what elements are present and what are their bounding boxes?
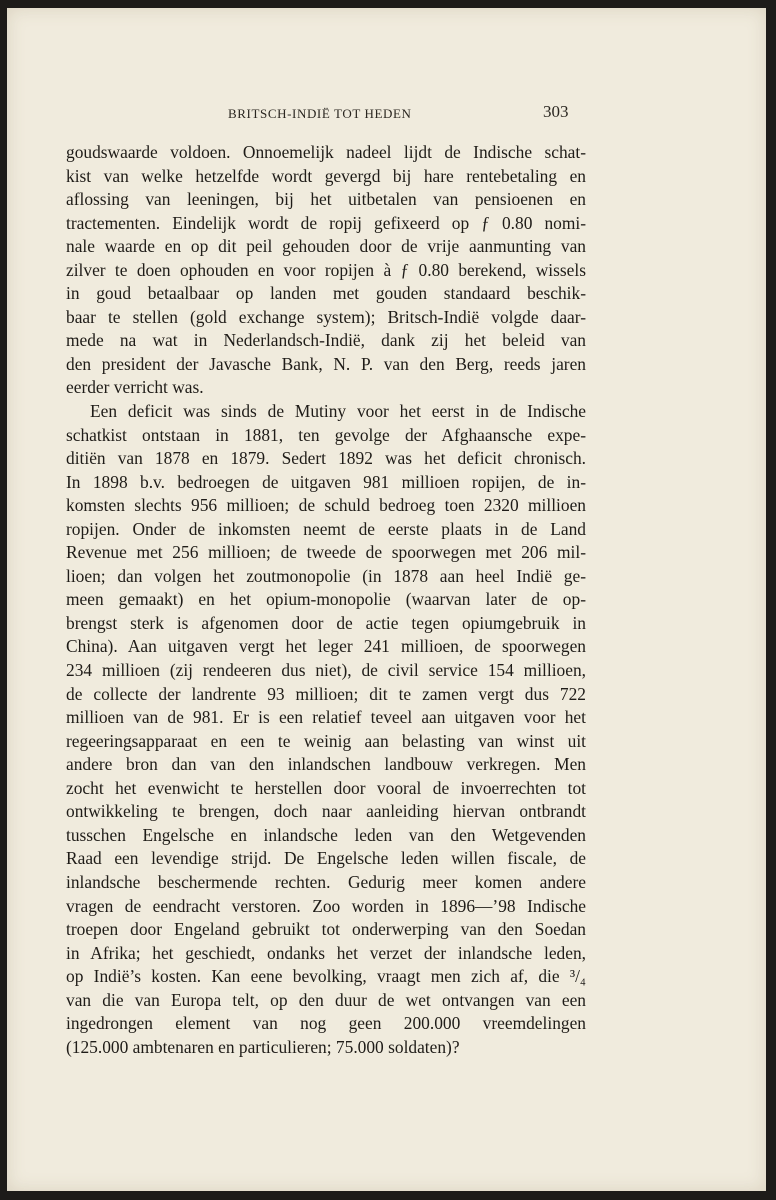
text-line: van die van Europa telt, op den duur de wet ontvangen van een — [66, 989, 586, 1010]
text-line: tractementen. Eindelijk wordt de ropij gefixeerd op ƒ 0.80 nomi- — [66, 212, 586, 233]
text-line: zilver te doen ophouden en voor ropijen à ƒ 0.80 berekend, wissels — [66, 259, 586, 280]
running-head: BRITSCH-INDIË TOT HEDEN — [228, 106, 412, 121]
text-line: brengst sterk is afgenomen door de actie tegen opiumgebruik in — [66, 612, 586, 633]
text-line: In 1898 b.v. bedroegen de uitgaven 981 millioen ropijen, de in- — [66, 471, 586, 492]
text-line: tusschen Engelsche en inlandsche leden van den Wetgevenden — [66, 824, 586, 845]
text-line: kist van welke hetzelfde wordt gevergd bij hare rentebetaling en — [66, 165, 586, 186]
text-line: 234 millioen (zij rendeeren dus niet), de civil service 154 millioen, — [66, 660, 586, 681]
text-line: in Afrika; het geschiedt, ondanks het verzet der inlandsche leden, — [66, 942, 586, 963]
text-line: ingedrongen element van nog geen 200.000 vreemdelingen — [66, 1013, 586, 1034]
text-line: mede na wat in Nederlandsch-Indië, dank zij het beleid van — [66, 330, 586, 351]
text-line: ontwikkeling te brengen, doch naar aanleiding hiervan ontbrandt — [66, 801, 586, 822]
paragraph-1 — [66, 141, 586, 400]
text-line: goudswaarde voldoen. Onnoemelijk nadeel lijdt de Indische schat- — [66, 142, 586, 162]
text-line: troepen door Engeland gebruikt tot onderwerping van den Soedan — [66, 919, 586, 940]
text-line: (125.000 ambtenaren en particulieren; 75.000 soldaten)? — [66, 1036, 460, 1057]
text-line: vragen de eendracht verstoren. Zoo worden in 1896—’98 Indische — [66, 895, 586, 916]
book-page — [7, 8, 766, 1191]
text-line: andere bron dan van den inlandschen landbouw verkregen. Men — [66, 754, 586, 775]
text-line: komsten slechts 956 millioen; de schuld bedroeg toen 2320 millioen — [66, 495, 586, 516]
page-header — [7, 102, 766, 124]
text-line: millioen van de 981. Er is een relatief teveel aan uitgaven voor het — [66, 707, 586, 728]
text-line: Raad een levendige strijd. De Engelsche leden willen fiscale, de — [66, 848, 586, 869]
text-line: ropijen. Onder de inkomsten neemt de eerste plaats in de Land — [66, 518, 586, 539]
text-line: op Indië’s kosten. Kan eene bevolking, vraagt men zich af, die ³/₄ — [66, 966, 586, 987]
text-line: nale waarde en op dit peil gehouden door de vrije aanmunting van — [66, 236, 586, 257]
text-line: in goud betaalbaar op landen met gouden standaard beschik- — [66, 283, 586, 304]
text-line: de collecte der landrente 93 millioen; dit te zamen vergt dus 722 — [66, 683, 586, 704]
text-line: Revenue met 256 millioen; de tweede de spoorwegen met 206 mil- — [66, 542, 586, 563]
text-line: zocht het evenwicht te herstellen door vooral de invoerrechten tot — [66, 777, 586, 798]
paragraph-2 — [66, 400, 586, 1059]
text-line: baar te stellen (gold exchange system); Britsch-Indië volgde daar- — [66, 306, 586, 327]
text-line: lioen; dan volgen het zoutmonopolie (in 1878 aan heel Indië ge- — [66, 565, 586, 586]
text-line: China). Aan uitgaven vergt het leger 241 millioen, de spoorwegen — [66, 636, 586, 657]
text-line: ditiën van 1878 en 1879. Sedert 1892 was het deficit chronisch. — [66, 448, 586, 469]
page-number: 303 — [543, 102, 569, 121]
text-line: den president der Javasche Bank, N. P. van den Berg, reeds jaren — [66, 353, 586, 374]
body-text — [66, 141, 586, 1059]
text-line: aflossing van leeningen, bij het uitbetalen van pensioenen en — [66, 189, 586, 210]
text-line: schatkist ontstaan in 1881, ten gevolge der Afghaansche expe- — [66, 424, 586, 445]
text-line: eerder verricht was. — [66, 377, 204, 398]
text-line: regeeringsapparaat en een te weinig aan belasting van winst uit — [66, 730, 586, 751]
text-line: meen gemaakt) en het opium-monopolie (waarvan later de op- — [66, 589, 586, 610]
text-line: inlandsche beschermende rechten. Gedurig meer komen andere — [66, 871, 586, 892]
text-line: Een deficit was sinds de Mutiny voor het eerst in de Indische — [90, 401, 586, 422]
